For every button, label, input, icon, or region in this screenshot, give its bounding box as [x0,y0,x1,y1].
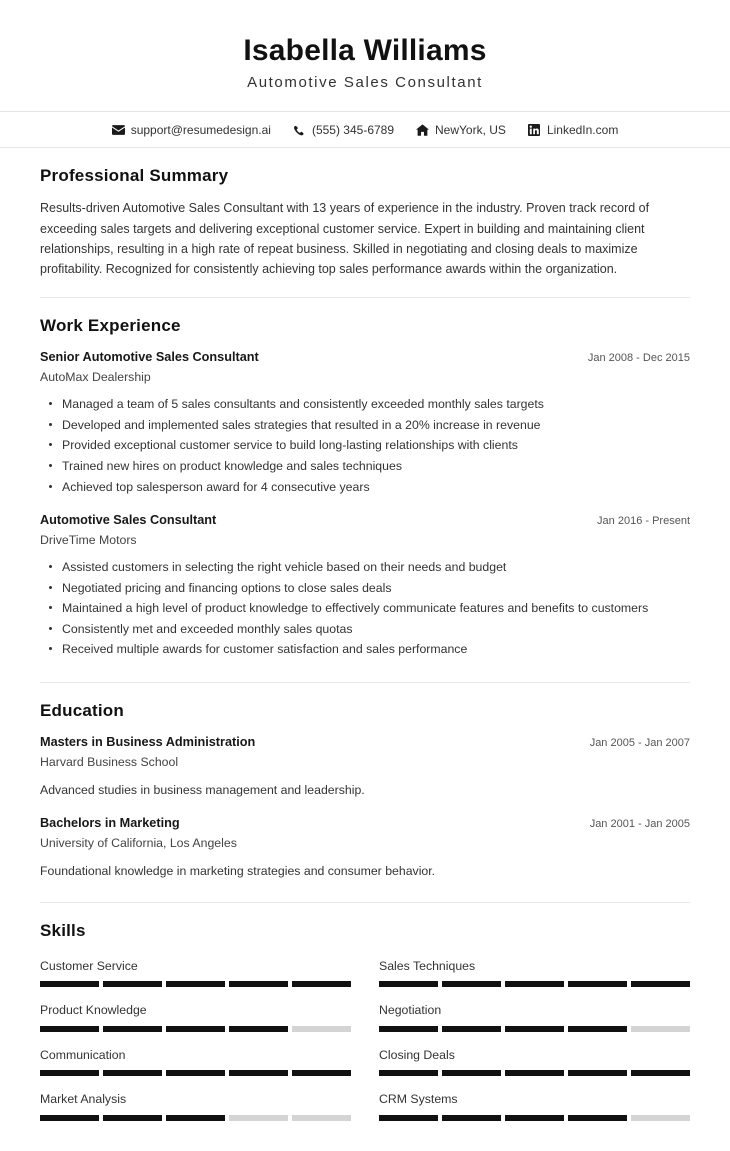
skill-level-segment [442,981,501,987]
skill-name: Customer Service [40,958,138,973]
skill-level-segment [40,1070,99,1076]
skill-level-segment [103,1070,162,1076]
section-title-education: Education [40,700,124,720]
candidate-name: Isabella Williams [243,34,487,67]
phone-icon [293,123,306,136]
skill-level-segment [505,981,564,987]
education-entry-description: Advanced studies in business management and leadership. [40,782,365,797]
section-title-work: Work Experience [40,316,181,336]
skills-grid [40,953,690,1151]
skill-item [379,953,690,997]
skill-item [40,1086,351,1130]
contact-phone-label: (555) 345-6789 [311,122,395,137]
contact-phone[interactable] [293,123,394,136]
education-entry-school: University of California, Los Angeles [40,836,237,851]
section-skills [0,903,730,1151]
candidate-title: Automotive Sales Consultant [247,74,483,92]
skill-level-segment [379,981,438,987]
skill-level-segment [568,1070,627,1076]
education-entry-school: Harvard Business School [40,754,179,769]
work-bullet: Received multiple awards for customer satisfaction and sales performance [40,639,690,659]
skill-name: Closing Deals [379,1047,455,1062]
section-professional-summary [0,148,730,297]
skill-level-segment [166,1070,225,1076]
resume-header [0,0,730,111]
work-entry-date: Jan 2008 - Dec 2015 [587,352,690,365]
contact-location-label: NewYork, US [435,122,506,137]
skill-level-segment [505,1026,564,1032]
work-entry-organization: DriveTime Motors [40,532,137,547]
education-entry [40,804,690,886]
work-entry-head [40,348,690,367]
skill-level-segment [379,1026,438,1032]
skill-level-segment [568,981,627,987]
skill-level-bar [379,1115,690,1121]
skill-level-bar [40,981,351,987]
skill-name: Sales Techniques [379,958,476,973]
work-bullet: Achieved top salesperson award for 4 consecutive years [40,477,690,497]
work-entry-date: Jan 2016 - Present [597,515,690,528]
work-entry-list [40,348,690,681]
contact-email-label: support@resumedesign.ai [130,122,271,137]
education-entry-description: Foundational knowledge in marketing strategies and consumer behavior. [40,864,436,879]
work-bullet: Consistently met and exceeded monthly sales quotas [40,619,690,639]
work-bullet: Developed and implemented sales strategies that resulted in a 20% increase in revenue [40,415,690,435]
contact-bar [0,111,730,148]
work-entry-organization: AutoMax Dealership [40,370,151,385]
skill-level-segment [40,1115,99,1121]
skill-level-segment [631,1070,690,1076]
skill-item [40,997,351,1041]
skill-item [40,953,351,997]
skill-item [379,1086,690,1130]
envelope-icon [112,123,125,136]
skill-name: Product Knowledge [40,1003,147,1018]
skill-level-segment [103,981,162,987]
skill-level-bar [40,1070,351,1076]
skill-level-segment [568,1026,627,1032]
skill-level-segment [103,1115,162,1121]
skill-item [379,997,690,1041]
skill-level-bar [379,1070,690,1076]
education-entry [40,733,690,805]
skill-level-segment [103,1026,162,1032]
skill-level-segment [166,1026,225,1032]
work-bullet: Maintained a high level of product knowledge to effectively communicate features and benefits to customers [40,598,690,618]
skill-level-segment [631,1026,690,1032]
work-entry-role: Automotive Sales Consultant [40,513,217,528]
skill-item [379,1042,690,1086]
skill-name: CRM Systems [379,1092,458,1107]
work-entry-bullets [40,394,690,496]
work-entry-bullets [40,557,690,659]
education-entry-degree: Bachelors in Marketing [40,816,180,831]
work-entry-role: Senior Automotive Sales Consultant [40,350,259,365]
skill-level-segment [166,1115,225,1121]
contact-linkedin-label: LinkedIn.com [546,122,619,137]
skill-level-segment [505,1070,564,1076]
contact-location[interactable] [416,123,506,136]
education-entry-list [40,733,690,902]
skill-item [40,1042,351,1086]
education-entry-date: Jan 2001 - Jan 2005 [589,818,690,831]
work-bullet: Managed a team of 5 sales consultants and consistently exceeded monthly sales targets [40,394,690,414]
skill-level-bar [379,981,690,987]
education-entry-head [40,814,690,833]
section-work-experience [0,298,730,681]
skill-level-segment [40,1026,99,1032]
summary-text: Results-driven Automotive Sales Consultant with 13 years of experience in the industry. Proven track record of exceeding sales targets and delivering exceptional customer service. Expert in building and maintaining client relationships, resulting in a high rate of repeat business. Skilled in negotiating and closing deals to maximize profitability. Recognized for consistently achieving top sales performance awards within the organization. [40,201,650,277]
work-bullet: Provided exceptional customer service to build long-lasting relationships with clients [40,435,690,455]
skill-name: Negotiation [379,1003,442,1018]
skill-name: Communication [40,1047,126,1062]
home-icon [416,123,429,136]
skill-level-segment [442,1115,501,1121]
skill-level-bar [40,1115,351,1121]
work-entry [40,348,690,501]
skill-level-segment [292,1115,351,1121]
skill-level-segment [229,981,288,987]
work-entry-head [40,511,690,530]
linkedin-icon [528,123,541,136]
section-title-skills: Skills [40,920,86,940]
education-entry-degree: Masters in Business Administration [40,734,256,749]
skill-level-segment [505,1115,564,1121]
contact-email[interactable] [112,123,271,136]
section-title-summary: Professional Summary [40,166,229,186]
education-entry-head [40,733,690,752]
skill-level-segment [442,1026,501,1032]
skill-level-segment [631,981,690,987]
skill-level-segment [292,1026,351,1032]
work-bullet: Trained new hires on product knowledge and sales techniques [40,456,690,476]
work-entry [40,501,690,664]
skill-name: Market Analysis [40,1092,127,1107]
skill-level-segment [40,981,99,987]
skill-level-bar [40,1026,351,1032]
section-education [0,683,730,902]
skill-level-segment [631,1115,690,1121]
skill-level-bar [379,1026,690,1032]
skill-level-segment [166,981,225,987]
work-bullet: Negotiated pricing and financing options to close sales deals [40,578,690,598]
education-entry-date: Jan 2005 - Jan 2007 [589,736,690,749]
skill-level-segment [229,1070,288,1076]
skill-level-segment [568,1115,627,1121]
work-bullet: Assisted customers in selecting the right vehicle based on their needs and budget [40,557,690,577]
skill-level-segment [442,1070,501,1076]
skill-level-segment [229,1115,288,1121]
skill-level-segment [292,981,351,987]
contact-linkedin[interactable] [528,123,618,136]
skill-level-segment [292,1070,351,1076]
skill-level-segment [229,1026,288,1032]
skill-level-segment [379,1115,438,1121]
skill-level-segment [379,1070,438,1076]
